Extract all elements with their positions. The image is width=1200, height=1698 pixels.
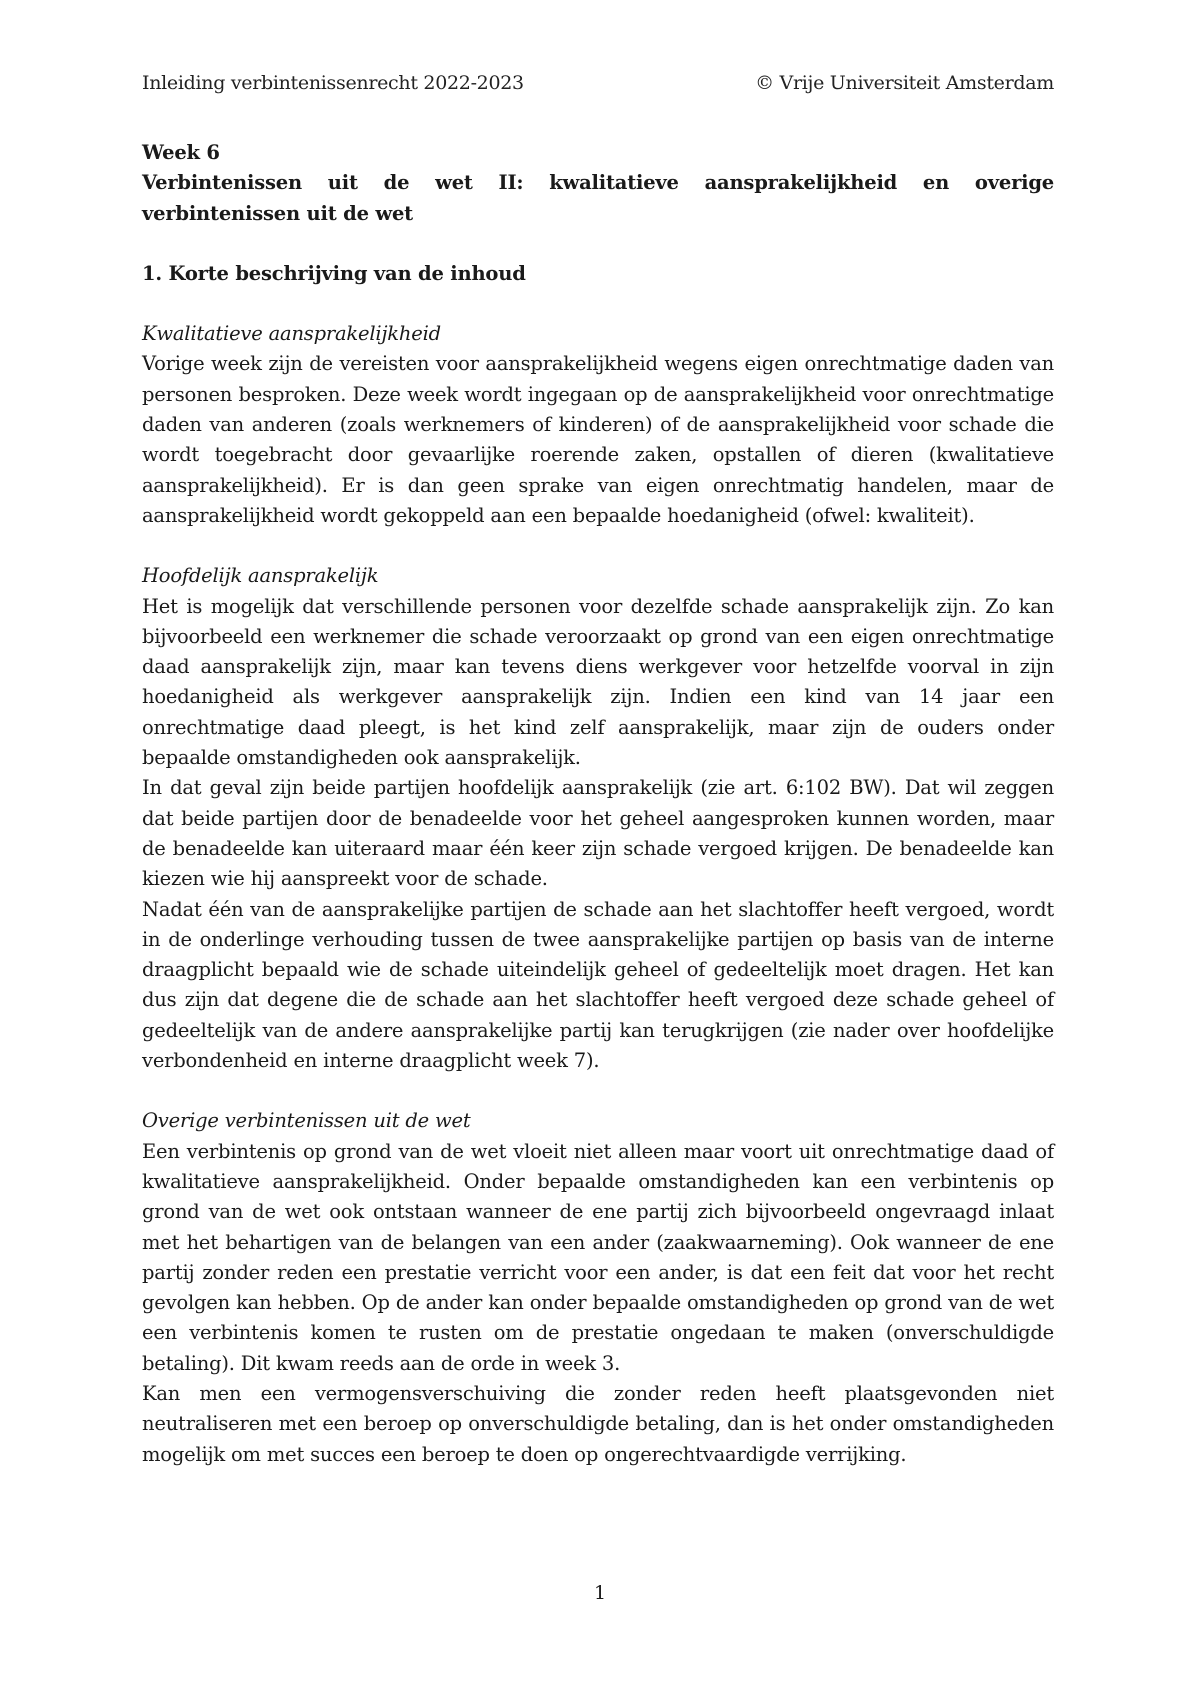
paragraph: In dat geval zijn beide partijen hoofdelijk aansprakelijk (zie art. 6:102 BW). Dat wil zeggen dat beide partijen door de benadeelde voor het geheel aangesproken kunnen worden, maar de benadeelde kan uiteraard maar één keer zijn schade vergoed krijgen. De benadeelde kan kiezen wie hij aanspreekt voor de schade. (142, 776, 1054, 891)
paragraph: Het is mogelijk dat verschillende personen voor dezelfde schade aansprakelijk zijn. Zo kan bijvoorbeeld een werknemer die schade veroorzaakt op grond van een eigen onrechtmatige daad aansprakelijk zijn, maar kan tevens diens werkgever voor hetzelfde voorval in zijn hoedanigheid als werkgever aansprakelijk zijn. Indien een kind van 14 jaar een onrechtmatige daad pleegt, is het kind zelf aansprakelijk, maar zijn de ouders onder bepaalde omstandigheden ook aansprakelijk. (142, 594, 1054, 770)
document-body (142, 138, 1054, 1470)
paragraph: Een verbintenis op grond van de wet vloeit niet alleen maar voort uit onrechtmatige daad of kwalitatieve aansprakelijkheid. Onder bepaalde omstandigheden kan een verbintenis op grond van de wet ook ontstaan wanneer de ene partij zich bijvoorbeeld ongevraagd inlaat met het behartigen van de belangen van een ander (zaakwaarneming). Ook wanneer de ene partij zonder reden een prestatie verricht voor een ander, is dat een feit dat voor het recht gevolgen kan hebben. Op de ander kan onder bepaalde omstandigheden op grond van de wet een verbintenis komen te rusten om de prestatie ongedaan te maken (onverschuldigde betaling). Dit kwam reeds aan de orde in week 3. (142, 1139, 1054, 1375)
document-title: Verbintenissen uit de wet II: kwalitatieve aansprakelijkheid en overige verbintenissen uit de wet (142, 171, 1054, 225)
week-label: Week 6 (142, 141, 220, 164)
subheading-kwalitatieve-aansprakelijkheid: Kwalitatieve aansprakelijkheid (142, 322, 441, 346)
header-course-title: Inleiding verbintenissenrecht 2022-2023 (142, 72, 524, 94)
subheading-hoofdelijk-aansprakelijk: Hoofdelijk aansprakelijk (142, 564, 379, 588)
header-copyright: © Vrije Universiteit Amsterdam (755, 72, 1054, 94)
page-header (142, 72, 1054, 94)
paragraph: Kan men een vermogensverschuiving die zonder reden heeft plaatsgevonden niet neutraliseren met een beroep op onverschuldigde betaling, dan is het onder omstandigheden mogelijk om met succes een beroep te doen op ongerechtvaardigde verrijking. (142, 1381, 1054, 1466)
section-heading: 1. Korte beschrijving van de inhoud (142, 261, 526, 285)
paragraph: Vorige week zijn de vereisten voor aansprakelijkheid wegens eigen onrechtmatige daden van personen besproken. Deze week wordt ingegaan op de aansprakelijkheid voor onrechtmatige daden van anderen (zoals werknemers of kinderen) of de aansprakelijkheid voor schade die wordt toegebracht door gevaarlijke roerende zaken, opstallen of dieren (kwalitatieve aansprakelijkheid). Er is dan geen sprake van eigen onrechtmatig handelen, maar de aansprakelijkheid wordt gekoppeld aan een bepaalde hoedanigheid (ofwel: kwaliteit). (142, 352, 1054, 527)
paragraph: Nadat één van de aansprakelijke partijen de schade aan het slachtoffer heeft vergoed, wordt in de onderlinge verhouding tussen de twee aansprakelijke partijen op basis van de interne draagplicht bepaald wie de schade uiteindelijk geheel of gedeeltelijk moet dragen. Het kan dus zijn dat degene die de schade aan het slachtoffer heeft vergoed deze schade geheel of gedeeltelijk van de andere aansprakelijke partij kan terugkrijgen (zie nader over hoofdelijke verbondenheid en interne draagplicht week 7). (142, 897, 1054, 1073)
page-number: 1 (593, 1582, 607, 1604)
subheading-overige-verbintenissen: Overige verbintenissen uit de wet (142, 1109, 471, 1133)
